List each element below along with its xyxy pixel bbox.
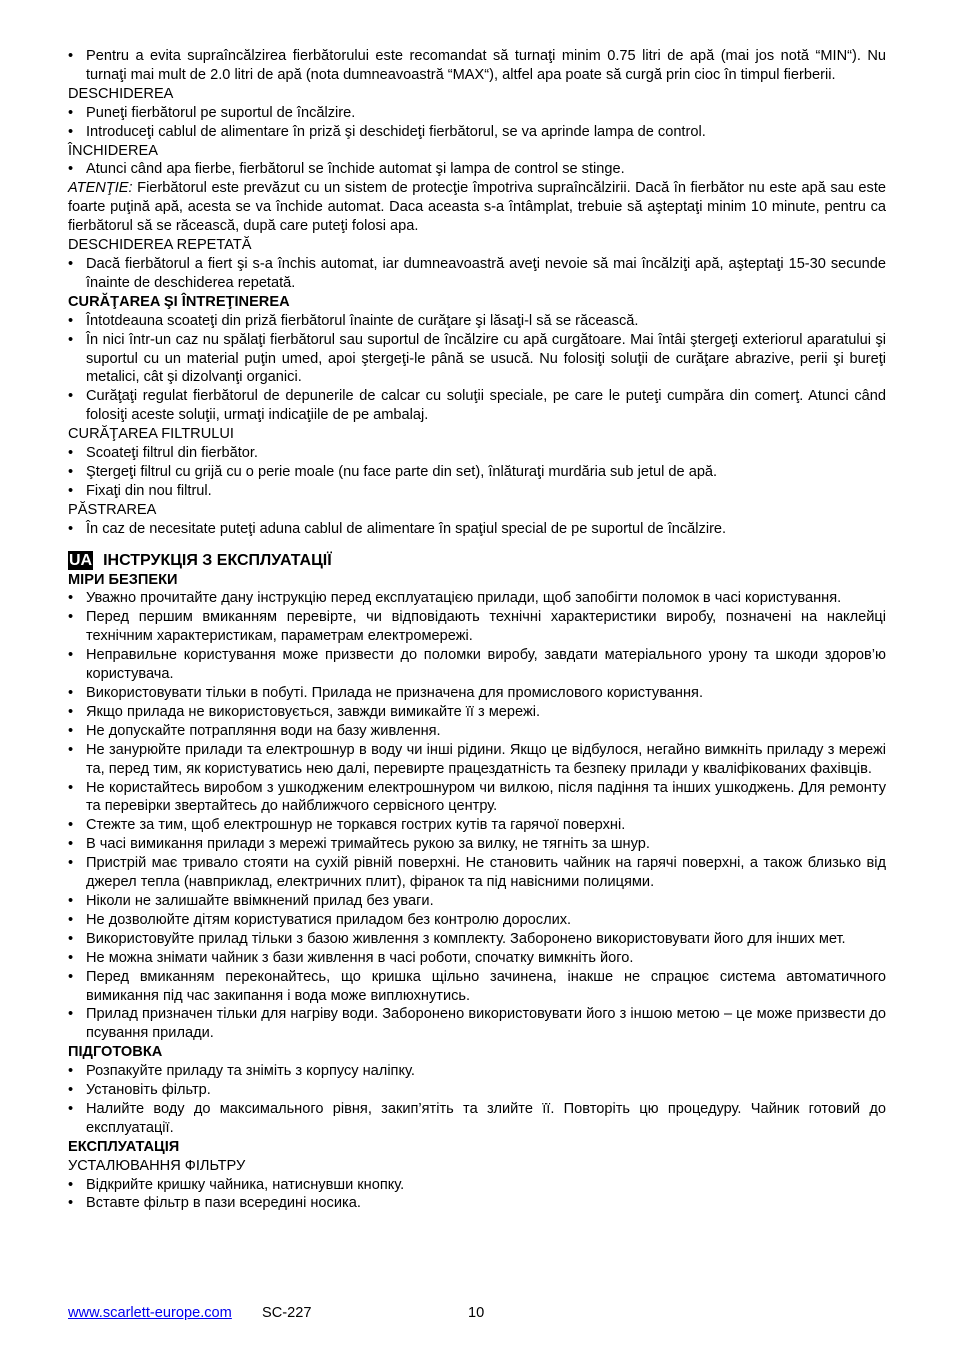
ua-operation-heading: ЕКСПЛУАТАЦІЯ [68, 1138, 180, 1155]
ro-storage-heading: PĂSTRAREA [68, 501, 157, 518]
ro-filter-bullet: • Fixaţi din nou filtrul. [68, 482, 886, 501]
ro-cleaning-bullet: • În nici într-un caz nu spălaţi fierbătorul sau suportul de încălzire cu apă curgătoare. Mai întâi ştergeţi exteriorul aparatului şi suportul cu un material puţin umed, apoi ştergeţi-le până se usucă. Nu folosiţi soluţii de curăţare abrazive, perii şi bureţi metalici, cât şi dizolvanţi organici. [68, 331, 886, 388]
ua-language-badge: UA [69, 552, 93, 570]
ua-safety-bullet: • Не можна знімати чайник з бази живлення в часі роботи, спочатку вимкніть його. [68, 949, 886, 968]
ro-filter-bullet: • Scoateţi filtrul din fierbător. [68, 444, 886, 463]
ua-safety-bullet: • Неправильне користування може призвести до поломки виробу, завдати матеріального урону та шкоди здоров’ю користувача. [68, 646, 886, 684]
ro-opening-heading: DESCHIDEREA [68, 85, 174, 102]
ro-cleaning-heading: CURĂŢAREA ŞI ÎNTREŢINEREA [68, 293, 290, 310]
ua-title: ІНСТРУКЦІЯ З ЕКСПЛУАТАЦІЇ [103, 551, 332, 569]
ua-filter-install-bullet: • Вставте фільтр в пази всередині носика. [68, 1194, 886, 1213]
ua-safety-bullet: • Стежте за тим, щоб електрошнур не торкався гострих кутів та гарячої поверхні. [68, 816, 886, 835]
ua-safety-heading: МІРИ БЕЗПЕКИ [68, 571, 178, 588]
ua-filter-install-heading: УСТАЛЮВАННЯ ФІЛЬТРУ [68, 1157, 246, 1174]
ro-cleaning-bullet: • Curăţaţi regulat fierbătorul de depunerile de calcar cu soluţii speciale, pe care le puteţi cumpăra din comerţ. Atunci când folosiţi aceste soluţii, urmaţi indicaţiile de pe ambalaj. [68, 387, 886, 425]
ua-safety-bullet: • Не допускайте потрапляння води на базу живлення. [68, 722, 886, 741]
ua-prep-bullet: • Розпакуйте приладу та зніміть з корпусу наліпку. [68, 1062, 886, 1081]
ua-safety-bullet: • Використовуйте прилад тільки з базою живлення з комплекту. Заборонено використовувати його для інших мет. [68, 930, 886, 949]
ua-safety-bullet: • В часі вимикання прилади з мережі тримайтесь рукою за вилку, не тягніть за шнур. [68, 835, 886, 854]
ro-filter-heading: CURĂŢAREA FILTRULUI [68, 426, 234, 443]
ua-safety-bullet: • Уважно прочитайте дану інструкцію перед експлуатацією прилади, щоб запобігти поломок в часі користування. [68, 589, 886, 608]
ua-safety-bullet: • Ніколи не залишайте ввімкнений прилад без уваги. [68, 892, 886, 911]
ro-cleaning-bullet: • Întotdeauna scoateţi din priză fierbătorul înainte de curăţare şi lăsaţi-l să se răcească. [68, 312, 886, 331]
ua-safety-bullet: • Перед першим вмиканням перевірте, чи відповідають технічні характеристики виробу, позначені на наклейці технічним характеристикам, параметрам електромережі. [68, 608, 886, 646]
model-number: SC-227 [262, 1305, 312, 1321]
ua-safety-bullet: • Пристрій має тривало стояти на сухій рівній поверхні. Не становить чайник на гарячі поверхні, а також близько від джерел тепла (навприклад, електричних плит), фіранок та під навісними полицями. [68, 854, 886, 892]
document-page [68, 47, 886, 1213]
ro-repeat-bullet: • Dacă fierbătorul a fiert şi s-a închis automat, iar dumneavoastră aveţi nevoie să mai încălziţi apă, aşteptaţi 15-30 secunde înainte de deschiderea repetată. [68, 255, 886, 293]
ua-prep-heading: ПІДГОТОВКА [68, 1044, 163, 1061]
ua-safety-bullet: • Використовувати тільки в побуті. Прилада не призначена для промислового користування. [68, 684, 886, 703]
website-link[interactable]: www.scarlett-europe.com [68, 1305, 232, 1321]
ua-prep-bullet: • Установіть фільтр. [68, 1081, 886, 1100]
ro-opening-bullet: • Puneţi fierbătorul pe suportul de încălzire. [68, 104, 886, 123]
page-number: 10 [468, 1305, 485, 1321]
ua-prep-bullet: • Налийте воду до максимального рівня, закип’ятіть та злийте її. Повторіть цю процедуру. Чайник готовий до експлуатації. [68, 1100, 886, 1138]
ro-closing-heading: ÎNCHIDEREA [68, 142, 159, 159]
ua-filter-install-bullet: • Відкрийте кришку чайника, натиснувши кнопку. [68, 1176, 886, 1195]
ua-safety-bullet: • Не дозволюйте дітям користуватися приладом без контролю дорослих. [68, 911, 886, 930]
ro-repeat-heading: DESCHIDEREA REPETATĂ [68, 237, 252, 254]
ro-filter-bullet: • Ştergeţi filtrul cu grijă cu o perie moale (nu face parte din set), înlăturaţi murdăria sub jetul de apă. [68, 463, 886, 482]
ua-safety-bullet: • Якщо прилада не використовується, завжди вимикайте її з мережі. [68, 703, 886, 722]
ro-attention-label: ATENŢIE: [68, 180, 133, 197]
ua-safety-bullet: • Перед вмиканням переконайтесь, що кришка щільно зачинена, інакше не спрацює система автоматичного вимикання під час закипання і вода може виплюхнутись. [68, 968, 886, 1006]
ro-attention-paragraph [68, 179, 886, 236]
ro-opening-bullet: • Introduceţi cablul de alimentare în priză şi deschideţi fierbătorul, se va aprinde lampa de control. [68, 123, 886, 142]
ua-safety-bullet: • Не користайтесь виробом з ушкодженим електрошнуром чи вилкою, після падіння та інших ушкоджень. Для ремонту та перевірки звертайтесь до найближчого сервісного центру. [68, 779, 886, 817]
ua-safety-bullet: • Прилад призначен тільки для нагріву води. Заборонено використовувати його з іншою метою – це може призвести до псування прилади. [68, 1005, 886, 1043]
ua-safety-bullet: • Не занурюйте прилади та електрошнур в воду чи інші рідини. Якщо це відбулося, негайно вимкніть приладу з мережі та, перед тим, як користуватись нею далі, перевирте працездатність та безпеку прилади у кваліфікованих фахівців. [68, 741, 886, 779]
ro-closing-bullet: • Atunci când apa fierbe, fierbătorul se închide automat şi lampa de control se stinge. [68, 160, 886, 179]
ro-intro-bullet: • Pentru a evita supraîncălzirea fierbătorului este recomandat să turnaţi minim 0.75 litri de apă (mai jos notă “MIN“). Nu turnaţi mai mult de 2.0 litri de apă (nota dumneavoastră “MAX“), altfel apa poate să curgă prin cioc în timpul fierberii. [68, 47, 886, 85]
ro-attention-text: Fierbătorul este prevăzut cu un sistem de protecţie împotriva supraîncălzirii. Dacă în fierbător nu este apă sau este foarte puţină apă, acesta se va închide automat. Daca aceasta s-a întâmplat, trebuie să aşteptaţi minim 10 minute, pentru ca fierbătorul să se răcească, după care puteţi folosi apa. [68, 180, 886, 235]
page-footer [68, 1304, 886, 1324]
ua-section-title [68, 551, 886, 571]
ro-storage-bullet: • În caz de necesitate puteţi aduna cablul de alimentare în spaţiul special de pe suportul de încălzire. [68, 520, 886, 539]
